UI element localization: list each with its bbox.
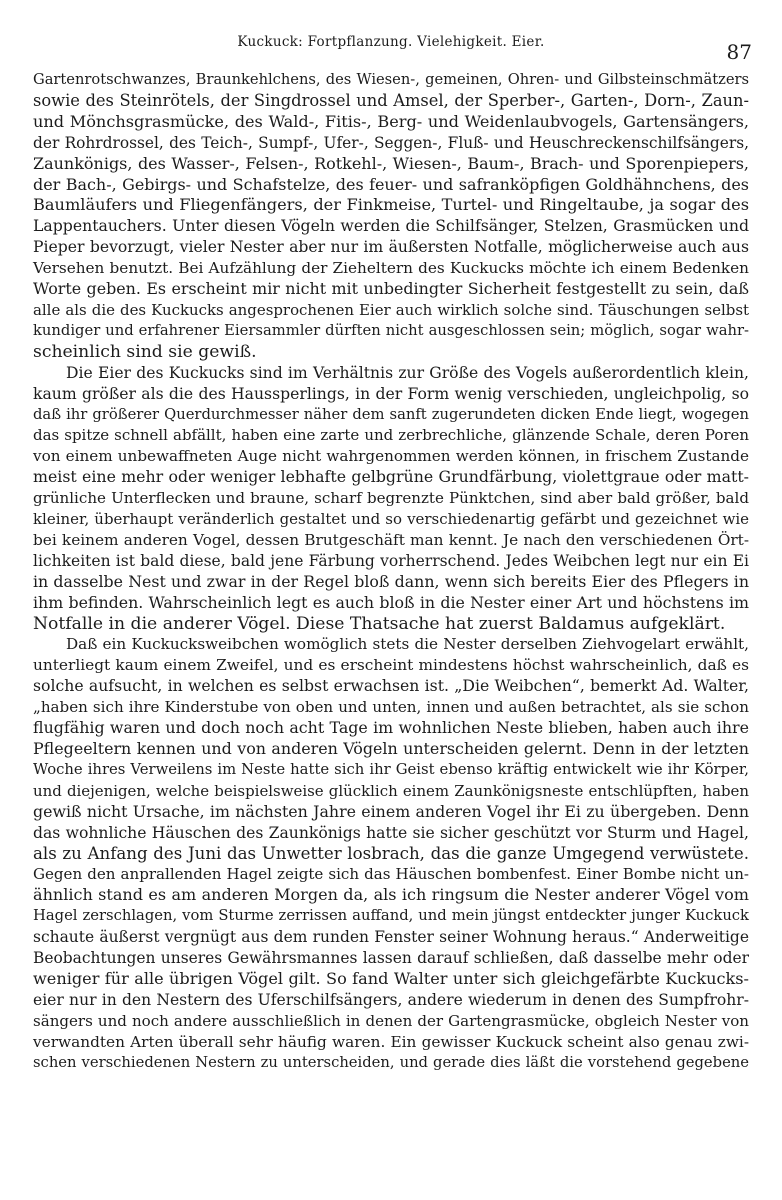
text-line: schaute äußerst vergnügt aus dem runden Fenster seiner Wohnung heraus.“ Anderweitige [33,928,749,947]
text-line: ihm befinden. Wahrscheinlich legt es auch bloß in die Nester einer Art und höchstens im [33,592,749,612]
text-line: lichkeiten ist bald diese, bald jene Färbung vorherrschend. Jedes Weibchen legt nur ein Ei [33,551,749,570]
page-number: 87 [726,40,752,64]
text-line: Worte geben. Es erscheint mir nicht mit unbedingter Sicherheit festgestellt zu sein, daß [33,279,749,299]
paragraph-end-line: Notfalle in die anderer Vögel. Diese Thatsache hat zuerst Baldamus aufgeklärt. [33,613,726,634]
text-line: und Mönchsgrasmücke, des Wald-, Fitis-, Berg- und Weidenlaubvogels, Gartensängers, [33,111,749,131]
text-line: sängers und noch andere ausschließlich in denen der Gartengrasmücke, obgleich Nester von [33,1011,749,1030]
text-line: ähnlich stand es am anderen Morgen da, als ich ringsum die Nester anderer Vögel vom [33,885,749,905]
text-line: kaum größer als die des Haussperlings, in der Form wenig verschieden, ungleichpolig, so [33,383,749,403]
text-line: kleiner, überhaupt veränderlich gestaltet und so verschiedenartig gefärbt und gezeichnet wie [33,510,749,529]
body-text [33,70,749,1074]
text-line: als zu Anfang des Juni das Unwetter losbrach, das die ganze Umgegend verwüstete. [33,843,749,863]
text-line: Hagel zerschlagen, vom Sturme zerrissen auffand, und mein jüngst entdeckter junger Kuckuck [33,907,749,925]
text-line: solche aufsucht, in welchen es selbst erwachsen ist. „Die Weibchen“, bemerkt Ad. Walter, [33,676,749,696]
text-line: Gartenrotschwanzes, Braunkehlchens, des Wiesen-, gemeinen, Ohren- und Gilbsteinschmätzers [33,71,749,88]
text-line: und diejenigen, welche beispielsweise glücklich einem Zaunkönigsneste entschlüpften, haben [33,781,749,800]
text-line: sowie des Steinrötels, der Singdrossel und Amsel, der Sperber-, Garten-, Dorn-, Zaun- [33,90,749,110]
text-line: Lappentauchers. Unter diesen Vögeln werden die Schilfsänger, Stelzen, Grasmücken und [33,216,749,236]
text-line: das spitze schnell abfällt, haben eine zarte und zerbrechliche, glänzende Schale, deren Poren [33,426,749,445]
text-line: Pflegeeltern kennen und von anderen Vögeln unterscheiden gelernt. Denn in der letzten [33,739,749,758]
text-line: daß ihr größerer Querdurchmesser näher dem sanft zugerundeten dicken Ende liegt, wogegen [33,405,749,423]
text-line: alle als die des Kuckucks angesprochenen Eier auch wirklich solche sind. Täuschungen selbst [33,300,749,319]
text-line: kundiger und erfahrener Eiersammler dürften nicht ausgeschlossen sein; möglich, sogar wahr- [33,321,749,339]
text-line: Baumläufers und Fliegenfängers, der Finkmeise, Turtel- und Ringeltaube, ja sogar des [33,195,749,215]
text-line: gewiß nicht Ursache, im nächsten Jahre einem anderen Vogel ihr Ei zu übergeben. Denn [33,801,749,821]
paragraph-start-line: Die Eier des Kuckucks sind im Verhältnis zur Größe des Vogels außerordentlich klein, [66,363,749,382]
paragraph-end-line: scheinlich sind sie gewiß. [33,341,257,362]
running-head: Kuckuck: Fortpflanzung. Vielehigkeit. Eier. [237,34,545,50]
text-line: Gegen den anprallenden Hagel zeigte sich das Häuschen bombenfest. Einer Bombe nicht un- [33,865,749,884]
paragraph-start-line: Daß ein Kuckucksweibchen womöglich stets die Nester derselben Ziehvogelart erwählt, [66,635,749,654]
text-line: weniger für alle übrigen Vögel gilt. So fand Walter unter sich gleichgefärbte Kuckucks- [33,968,749,988]
text-line: in dasselbe Nest und zwar in der Regel bloß dann, wenn sich bereits Eier des Pflegers in [33,571,749,591]
text-line: meist eine mehr oder weniger lebhafte gelbgrüne Grundfärbung, violettgraue oder matt- [33,467,749,487]
text-line: das wohnliche Häuschen des Zaunkönigs hatte sie sicher geschützt vor Sturm und Hagel, [33,823,749,842]
text-line: Beobachtungen unseres Gewährsmannes lassen darauf schließen, daß dasselbe mehr oder [33,949,749,968]
text-line: Versehen benutzt. Bei Aufzählung der Zieheltern des Kuckucks möchte ich einem Bedenken [33,259,749,278]
text-line: Pieper bevorzugt, vieler Nester aber nur im äußersten Notfalle, möglicherweise auch aus [33,237,749,257]
text-line: von einem unbewaffneten Auge nicht wahrgenommen werden können, in frischem Zustande [33,447,749,466]
text-line: der Bach-, Gebirgs- und Schafstelze, des feuer- und safranköpfigen Goldhähnchens, des [33,174,749,194]
text-line: verwandten Arten überall sehr häufig waren. Ein gewisser Kuckuck scheint also genau zwi- [33,1032,749,1051]
text-line: flugfähig waren und doch noch acht Tage im wohnlichen Neste blieben, haben auch ihre [33,718,749,738]
text-line: bei keinem anderen Vogel, dessen Brutgeschäft man kennt. Je nach den verschiedenen Ört- [33,530,749,549]
text-line: unterliegt kaum einem Zweifel, und es erscheint mindestens höchst wahrscheinlich, daß es [33,656,749,675]
text-line: grünliche Unterflecken und braune, scharf begrenzte Pünktchen, sind aber bald größer, bald [33,489,749,508]
text-line: schen verschiedenen Nestern zu unterscheiden, und gerade dies läßt die vorstehend gegebene [33,1053,749,1071]
text-line: „haben sich ihre Kinderstube von oben und unten, innen und außen betrachtet, als sie schon [33,698,749,717]
text-line: der Rohrdrossel, des Teich-, Sumpf-, Ufer-, Seggen-, Fluß- und Heuschreckenschilfsängers, [33,133,749,152]
text-line: Zaunkönigs, des Wasser-, Felsen-, Rotkehl-, Wiesen-, Baum-, Brach- und Sporenpiepers, [33,153,749,173]
text-line: eier nur in den Nestern des Uferschilfsängers, andere wiederum in denen des Sumpfrohr- [33,990,749,1009]
text-line: Woche ihres Verweilens im Neste hatte sich ihr Geist ebenso kräftig entwickelt wie ihr Körper, [33,760,749,778]
